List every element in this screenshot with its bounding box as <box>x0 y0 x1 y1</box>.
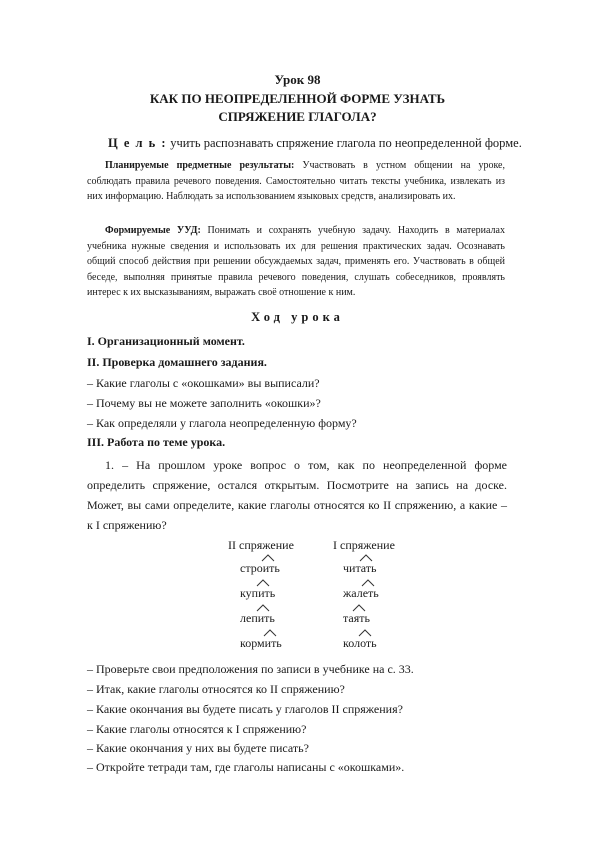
question-line: – Проверьте свои предположения по записи в учебнике на с. 33. <box>87 662 414 676</box>
goal-label: Ц е л ь : <box>108 136 168 150</box>
section-1: I. Организационный момент. <box>87 334 245 348</box>
question-line: – Итак, какие глаголы относятся ко II спряжению? <box>87 682 345 696</box>
uud-paragraph <box>87 223 505 301</box>
verb-word <box>240 586 275 601</box>
ending-mark-icon <box>263 629 277 637</box>
ending-mark-icon <box>359 554 373 562</box>
verb-stem: корм <box>240 636 265 650</box>
verb-ending: ить <box>265 636 282 651</box>
verb-word <box>343 561 376 576</box>
verb-word <box>343 611 370 626</box>
question-line: – Как определяли у глагола неопределенную форму? <box>87 416 357 430</box>
column-header-i: I спряжение <box>333 538 395 552</box>
verb-stem: жал <box>343 586 363 600</box>
planned-label: Планируемые предметные результаты: <box>105 160 295 171</box>
lesson-goal <box>108 136 522 151</box>
question-line: – Какие окончания вы будете писать у глаголов II спряжения? <box>87 702 403 716</box>
section-3: III. Работа по теме урока. <box>87 435 226 449</box>
ending-mark-icon <box>358 629 372 637</box>
section-2: II. Проверка домашнего задания. <box>87 355 267 369</box>
goal-text: учить распознавать спряжение глагола по неопределенной форме. <box>167 136 522 150</box>
verb-stem: кол <box>343 636 361 650</box>
ending-mark-icon <box>256 604 270 612</box>
course-heading: Ход урока <box>251 310 344 324</box>
lesson-title-line1: КАК ПО НЕОПРЕДЕЛЕННОЙ ФОРМЕ УЗНАТЬ <box>149 91 446 106</box>
verb-word <box>240 611 275 626</box>
verb-stem: стро <box>240 561 263 575</box>
uud-label: Формируемые УУД: <box>105 225 201 236</box>
planned-text: Участвовать в устном общении на уроке, соблюдать правила речевого поведения. Самостоятельно читать тексты учебника, извлекать из них информацию. Наблюдать за использованием языковых средств, анализировать их. <box>87 160 505 203</box>
task-1-paragraph: 1. – На прошлом уроке вопрос о том, как по неопределенной форме определить спряжение, остался открытым. Посмотрите на запись на доске. Может, вы сами определите, какие глаголы относятся ко II спряжению, а какие – к I спряжению? <box>87 458 507 532</box>
verb-ending: ить <box>258 611 275 626</box>
verb-stem: леп <box>240 611 258 625</box>
verb-word <box>343 636 377 651</box>
lesson-title-line2: СПРЯЖЕНИЕ ГЛАГОЛА? <box>218 109 377 124</box>
verb-word <box>343 586 379 601</box>
planned-results <box>87 158 505 205</box>
lesson-number: Урок 98 <box>274 72 321 87</box>
verb-ending: ать <box>361 561 377 576</box>
verb-ending: ить <box>258 586 275 601</box>
question-line: – Почему вы не можете заполнить «окошки»? <box>87 396 321 410</box>
ending-mark-icon <box>352 604 366 612</box>
ending-mark-icon <box>361 579 375 587</box>
question-line: – Какие окончания у них вы будете писать? <box>87 741 309 755</box>
verb-ending: еть <box>363 586 379 601</box>
column-header-ii: II спряжение <box>228 538 294 552</box>
ending-mark-icon <box>261 554 275 562</box>
verb-word <box>240 636 282 651</box>
verb-stem: та <box>343 611 354 625</box>
verb-ending: оть <box>360 636 377 651</box>
ending-mark-icon <box>256 579 270 587</box>
verb-word <box>240 561 280 576</box>
question-line: – Какие глаголы относятся к I спряжению? <box>87 722 307 736</box>
verb-stem: куп <box>240 586 259 600</box>
verb-ending: ить <box>263 561 280 576</box>
uud-text: Понимать и сохранять учебную задачу. Находить в материалах учебника нужные сведения и использовать их для решения практических задач. Осознавать общий способ действия при решении обсуждаемых задач, применять его. Участвовать в общей беседе, выполняя принятые правила речевого поведения, слушать собеседников, проявлять интерес к их высказываниям, выражать своё отношение к ним. <box>87 225 505 299</box>
verb-stem: чит <box>343 561 361 575</box>
question-line: – Откройте тетради там, где глаголы написаны с «окошками». <box>87 760 405 774</box>
question-line: – Какие глаголы с «окошками» вы выписали? <box>87 376 320 390</box>
verb-ending: ять <box>354 611 370 626</box>
